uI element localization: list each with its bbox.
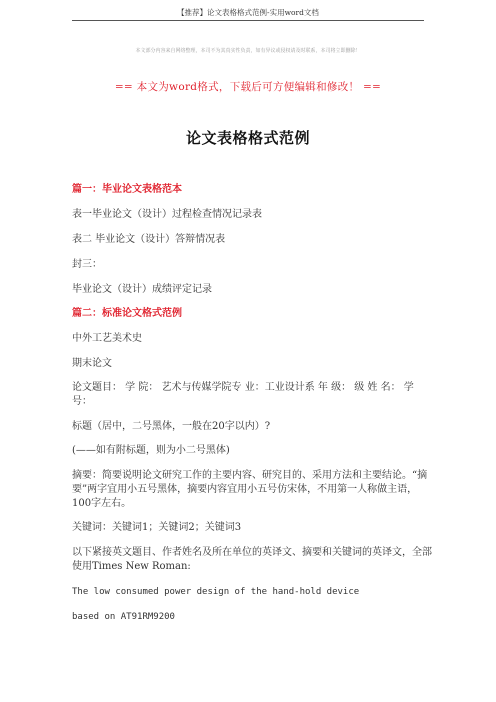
section-heading-1: 篇一：毕业论文表格范本: [72, 184, 182, 195]
section2-line-2: 期末论文: [72, 358, 112, 369]
section1-line-3: 封三：: [72, 259, 102, 270]
section2-keywords: 关键词：关键词1；关键词2；关键词3: [72, 522, 242, 533]
section2-english-title-2: based on AT91RM9200: [72, 612, 175, 622]
section-heading-2: 篇二：标准论文格式范例: [72, 308, 182, 319]
section2-title-rule: 标题（居中，二号黑体，一般在20字以内）?: [72, 421, 271, 432]
section2-subtitle-rule: (——如有附标题，则为小二号黑体): [72, 445, 230, 456]
disclaimer-text: 本文部分内容来自网络整理，本司不为其真实性负责，如有异议或侵权请及时联系，本司将立即删除！: [135, 48, 361, 54]
section2-line-1: 中外工艺美术史: [72, 333, 142, 344]
word-format-notice: == 本文为word格式，下载后可方便编辑和修改！ ==: [114, 81, 382, 93]
document-title: 论文表格格式范例: [185, 129, 310, 147]
section1-line-1: 表一毕业论文（设计）过程检查情况记录表: [72, 209, 262, 220]
section1-line-2: 表二 毕业论文（设计）答辩情况表: [72, 234, 226, 245]
section2-english-note: 以下紧接英文题目、作者姓名及所在单位的英译文、摘要和关键词的英译文，全部使用Times New Roman:: [72, 547, 432, 572]
section2-paper-info: 论文题目： 学 院： 艺术与传媒学院专 业：工业设计系 年 级： 级 姓 名： 学 号：: [72, 382, 414, 407]
section2-english-title-1: The low consumed power design of the hand-hold device: [72, 587, 360, 597]
section2-abstract-rule: 摘要：简要说明论文研究工作的主要内容、研究目的、采用方法和主要结论。“摘要”两字宜用小五号黑体，摘要内容宜用小五号仿宋体，不用第一人称做主语， 100字左右。: [72, 470, 428, 509]
header-divider: [72, 20, 424, 21]
section1-line-4: 毕业论文（设计）成绩评定记录: [72, 284, 212, 295]
page-header-title: 【推荐】论文表格格式范例-实用word文档: [177, 8, 319, 17]
